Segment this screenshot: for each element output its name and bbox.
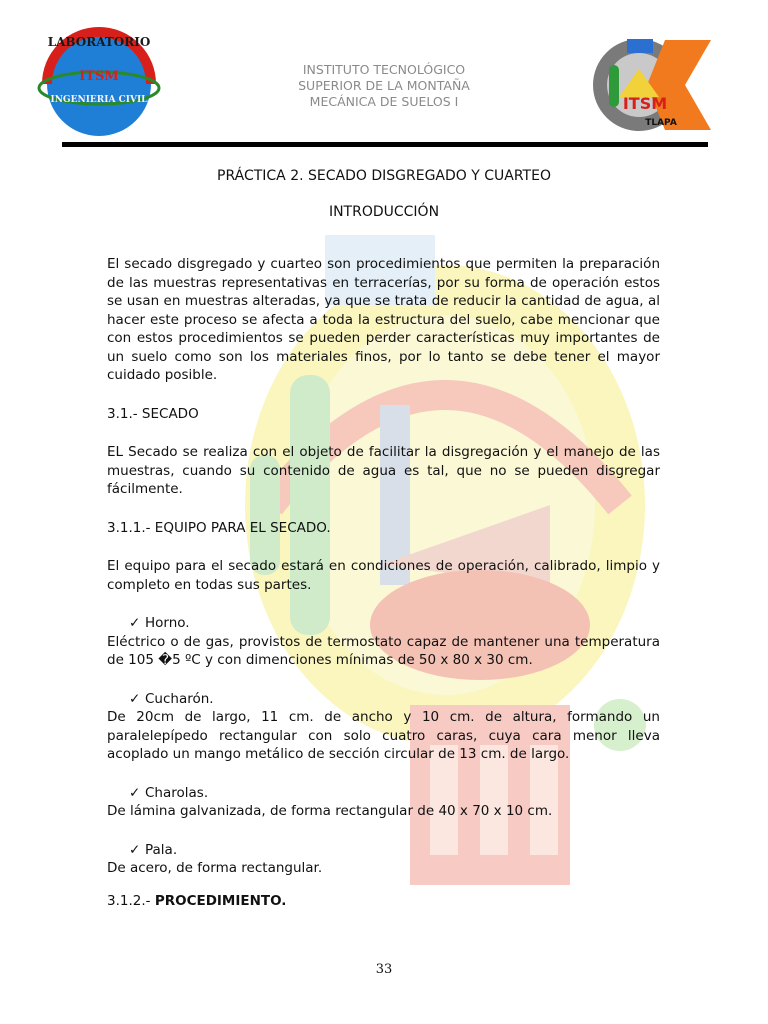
- equipment-name: Pala.: [145, 841, 178, 858]
- checkmark-icon: ✓: [129, 690, 141, 707]
- page-number: 33: [375, 962, 393, 977]
- section-title: PROCEDIMIENTO.: [154, 892, 287, 909]
- equipment-description: De lámina galvanizada, de forma rectangular de 40 x 70 x 10 cm.: [107, 803, 553, 819]
- institute-logo: [585, 35, 713, 135]
- checkmark-icon: ✓: [129, 615, 141, 631]
- equipment-item: [107, 784, 660, 821]
- equipment-description: De acero, de forma rectangular.: [107, 860, 323, 876]
- svg-text:ITSM: ITSM: [622, 94, 668, 113]
- equipment-description: De 20cm de largo, 11 cm. de ancho y 10 cm. de altura, formando un paralelepípedo rectangular con solo cuatro caras, cuya cara menor lleva acoplado un mango metálico de sección circular de 13 cm. de largo.: [107, 709, 660, 762]
- section-introduction-heading: INTRODUCCIÓN: [328, 204, 440, 220]
- header-location: SUPERIOR DE LA MONTAÑA: [298, 78, 470, 93]
- equipment-item: [107, 841, 660, 878]
- equipment-item: [107, 690, 660, 764]
- section-heading-procedimiento: [107, 892, 660, 911]
- section-heading-equipo: 3.1.1.- EQUIPO PARA EL SECADO.: [107, 519, 331, 536]
- equipment-name: Cucharón.: [145, 690, 214, 707]
- equipment-name: Charolas.: [145, 784, 209, 801]
- svg-text:INGENIERIA CIVIL: INGENIERIA CIVIL: [50, 95, 148, 105]
- svg-text:ITSM: ITSM: [79, 69, 119, 84]
- intro-paragraph: El secado disgregado y cuarteo son procedimientos que permiten la preparación de las muestras representativas en terracerías, por su forma de operación estos se usan en muestras alteradas, ya que se trata de reducir la cantidad de agua, al hacer este proceso se afecta a toda la estructura del suelo, cabe mencionar que con estos procedimientos se pueden perder características muy importantes de un suelo como son los materiales finos, por lo tanto se debe tener el mayor cuidado posible.: [107, 256, 660, 383]
- section-heading-secado: 3.1.- SECADO: [107, 405, 199, 422]
- header-divider: [62, 142, 708, 147]
- secado-paragraph: EL Secado se realiza con el objeto de facilitar la disgregación y el manejo de las muestras, cuando su contenido de agua es tal, que no se pueden disgregar fácilmente.: [107, 444, 660, 497]
- equipment-description: Eléctrico o de gas, provistos de termostato capaz de mantener una temperatura de 105 �5 ºC y con dimenciones mínimas de 50 x 80 x 30 cm.: [107, 633, 660, 668]
- header-course: MECÁNICA DE SUELOS I: [309, 94, 459, 109]
- page-header: [230, 62, 538, 110]
- section-number: 3.1.2.-: [107, 892, 155, 909]
- equipment-item: [107, 614, 660, 670]
- svg-text:LABORATORIO: LABORATORIO: [47, 35, 151, 49]
- header-institute: INSTITUTO TECNOLÓGICO: [302, 62, 466, 77]
- laboratory-logo: [35, 18, 163, 140]
- svg-text:TLAPA: TLAPA: [645, 118, 677, 128]
- document-body: [107, 255, 660, 930]
- practice-title: PRÁCTICA 2. SECADO DISGREGADO Y CUARTEO: [217, 168, 551, 184]
- checkmark-icon: ✓: [129, 784, 141, 801]
- checkmark-icon: ✓: [129, 841, 141, 858]
- equipment-name: Horno.: [145, 615, 190, 631]
- equipo-paragraph: El equipo para el secado estará en condiciones de operación, calibrado, limpio y completo en todas sus partes.: [107, 558, 660, 593]
